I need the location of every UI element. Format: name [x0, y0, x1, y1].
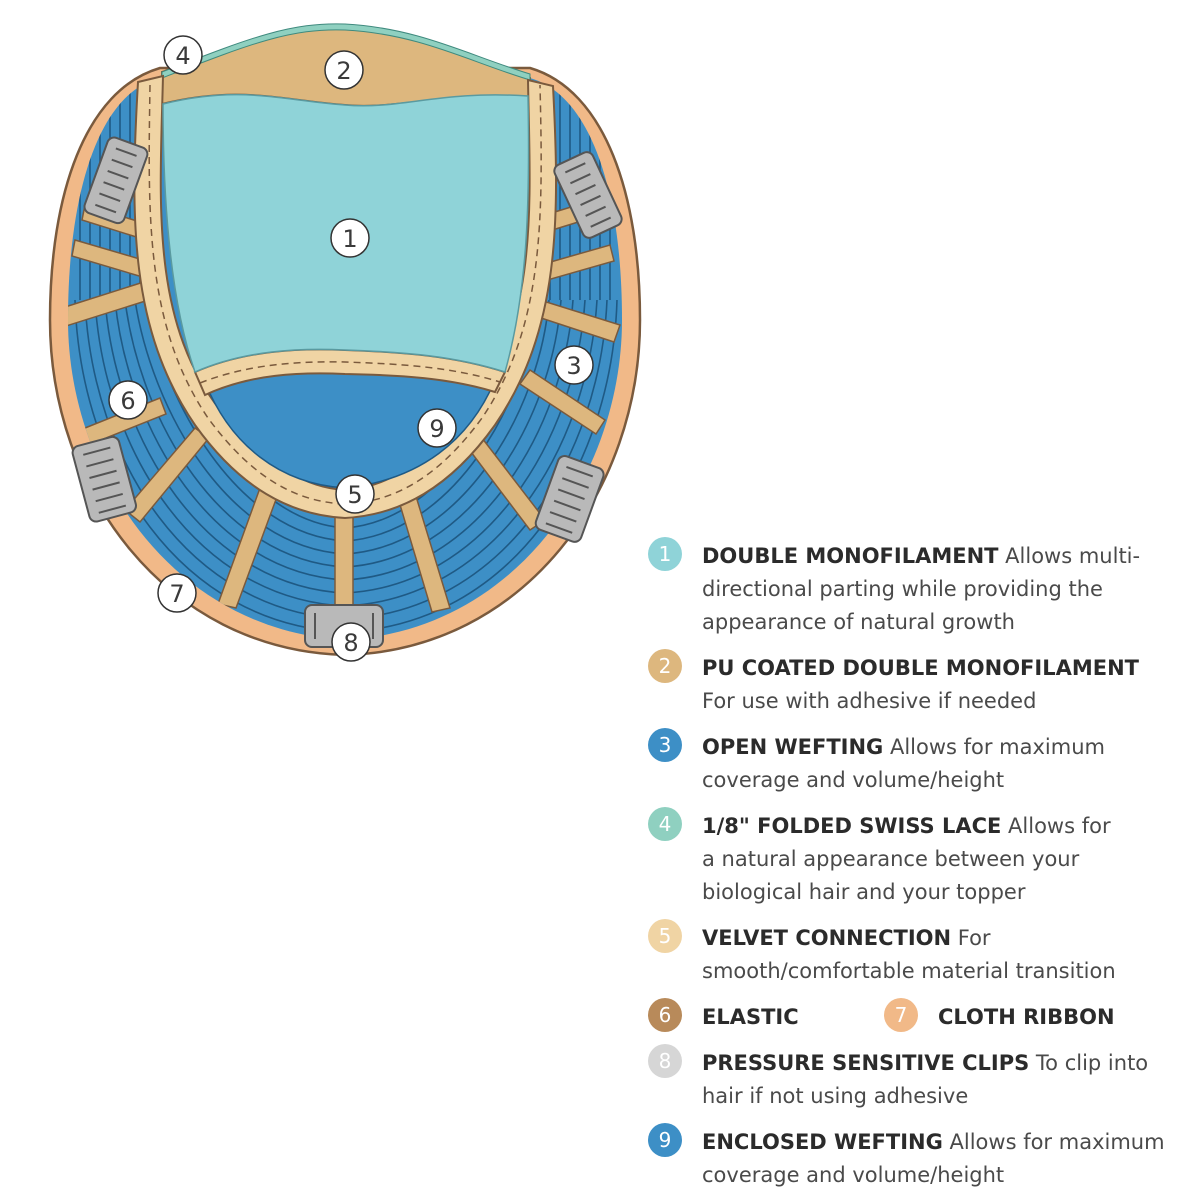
legend-dot-9: 9	[648, 1123, 682, 1157]
legend-item-9	[648, 1126, 1183, 1192]
legend-item-1	[648, 540, 1168, 639]
svg-text:2: 2	[336, 57, 352, 85]
legend-item-7	[884, 1001, 1174, 1034]
legend-item-8	[648, 1047, 1183, 1113]
svg-text:4: 4	[175, 42, 191, 70]
callout-2	[325, 51, 363, 89]
legend-desc-4: Allows for a natural appearance between your biological hair and your topper	[702, 814, 1111, 904]
callout-6	[109, 381, 147, 419]
legend-item-4	[648, 810, 1128, 909]
callout-5	[336, 475, 374, 513]
legend-title-4: 1/8" FOLDED SWISS LACE	[702, 814, 1002, 838]
legend-title-1: DOUBLE MONOFILAMENT	[702, 544, 999, 568]
callout-7	[158, 574, 196, 612]
callout-1	[331, 219, 369, 257]
legend-title-6: ELASTIC	[702, 1005, 799, 1029]
legend-desc-2: For use with adhesive if needed	[702, 689, 1037, 713]
legend-dot-4: 4	[648, 807, 682, 841]
legend-title-3: OPEN WEFTING	[702, 735, 884, 759]
legend-title-7: CLOTH RIBBON	[938, 1005, 1115, 1029]
svg-text:5: 5	[347, 481, 363, 509]
legend-title-8: PRESSURE SENSITIVE CLIPS	[702, 1051, 1030, 1075]
svg-text:3: 3	[566, 352, 582, 380]
legend-item-2	[648, 652, 1168, 718]
legend-desc-3: Allows for maximum coverage and volume/height	[702, 735, 1105, 792]
legend-dot-8: 8	[648, 1044, 682, 1078]
svg-text:1: 1	[342, 225, 358, 253]
svg-text:8: 8	[343, 629, 359, 657]
callout-8	[332, 623, 370, 661]
legend-dot-2: 2	[648, 649, 682, 683]
legend-title-9: ENCLOSED WEFTING	[702, 1130, 943, 1154]
legend-desc-9: Allows for maximum coverage and volume/height	[702, 1130, 1165, 1187]
legend-dot-6: 6	[648, 998, 682, 1032]
legend-desc-8: To clip into hair if not using adhesive	[702, 1051, 1149, 1108]
legend-item-5	[648, 922, 1168, 988]
legend-desc-5: For smooth/comfortable material transition	[702, 926, 1116, 983]
callout-3	[555, 346, 593, 384]
legend-title-5: VELVET CONNECTION	[702, 926, 952, 950]
callout-4	[164, 36, 202, 74]
svg-text:6: 6	[120, 387, 136, 415]
svg-text:7: 7	[169, 580, 185, 608]
legend-dot-3: 3	[648, 728, 682, 762]
legend-item-6	[648, 1001, 868, 1034]
legend-dot-7: 7	[884, 998, 918, 1032]
legend-dot-5: 5	[648, 919, 682, 953]
callout-9	[418, 409, 456, 447]
legend-title-2: PU COATED DOUBLE MONOFILAMENT	[702, 656, 1139, 680]
legend-dot-1: 1	[648, 537, 682, 571]
legend-desc-1: Allows multi-directional parting while providing the appearance of natural growth	[702, 544, 1141, 634]
svg-text:9: 9	[429, 415, 445, 443]
topper-base-diagram	[0, 0, 700, 700]
legend-item-3	[648, 731, 1118, 797]
